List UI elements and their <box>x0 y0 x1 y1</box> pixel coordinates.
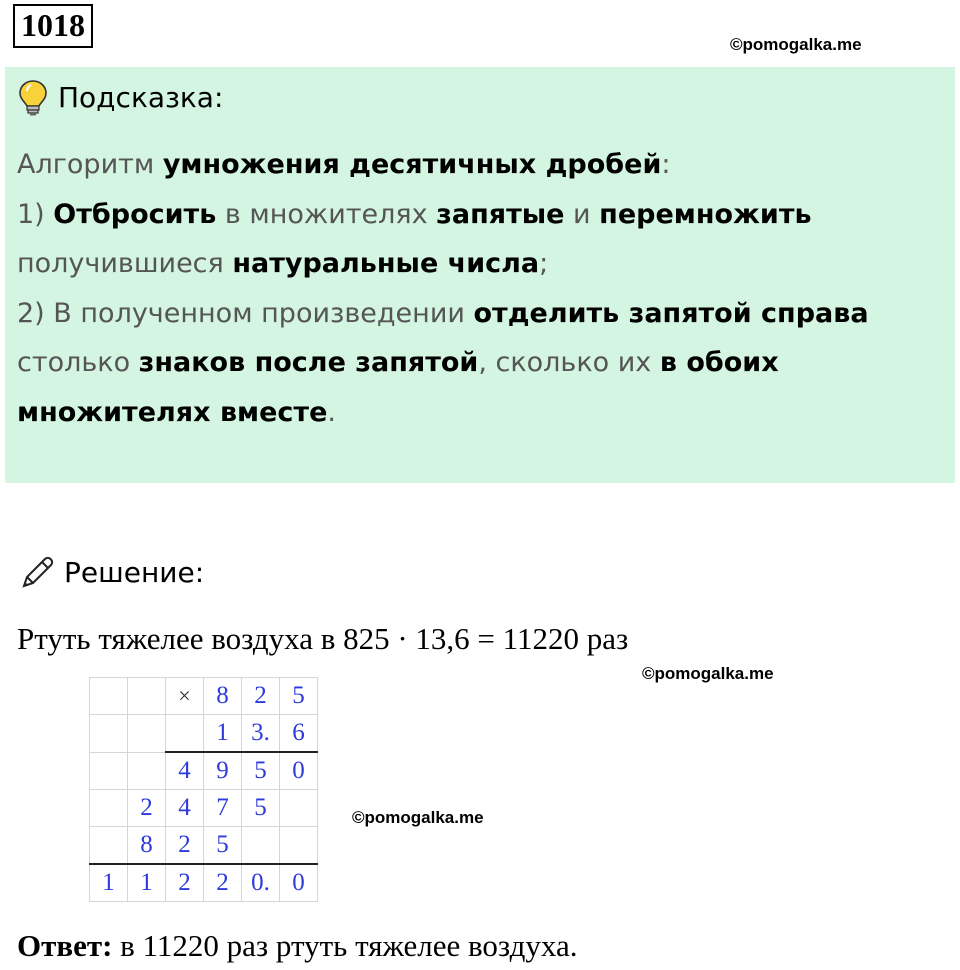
grid-cell <box>242 827 280 865</box>
grid-cell: 0 <box>280 752 318 790</box>
watermark-bottom: ©pomogalka.me <box>352 808 484 827</box>
grid-cell: 9 <box>204 752 242 790</box>
grid-row <box>90 864 318 902</box>
hint-text: 2) В полученном произведении <box>17 297 474 329</box>
answer-line <box>17 925 577 967</box>
hint-heading <box>18 78 223 118</box>
grid-cell <box>128 752 166 790</box>
solution-statement: Ртуть тяжелее воздуха в 825 · 13,6 = 11220 раз <box>17 621 629 656</box>
grid-cell: 1 <box>204 715 242 753</box>
grid-cell <box>90 790 128 827</box>
hint-line <box>17 140 937 190</box>
grid-cell: 8 <box>204 678 242 715</box>
grid-cell: 2 <box>166 864 204 902</box>
hint-text: : <box>661 149 671 180</box>
multiplication-grid <box>89 677 318 902</box>
grid-cell: 5 <box>280 678 318 715</box>
grid-cell: 1 <box>90 864 128 902</box>
hint-text: Алгоритм <box>17 149 163 180</box>
grid-cell: 2 <box>242 678 280 715</box>
grid-cell: 2 <box>166 827 204 865</box>
grid-cell: 3. <box>242 715 280 753</box>
hint-emphasis: множителях вместе <box>17 396 328 428</box>
watermark-top: ©pomogalka.me <box>730 35 862 54</box>
grid-row <box>90 790 318 827</box>
grid-cell: 5 <box>204 827 242 865</box>
hint-emphasis: в обоих <box>659 347 779 379</box>
task-number: 1018 <box>13 4 93 48</box>
solution-heading <box>18 553 204 593</box>
hint-emphasis: знаков после запятой <box>138 347 479 379</box>
hint-emphasis: перемножить <box>599 198 812 230</box>
grid-cell <box>128 678 166 715</box>
hint-text: столько <box>17 347 139 379</box>
hint-emphasis: запятые <box>436 198 565 230</box>
grid-cell: 8 <box>128 827 166 865</box>
grid-cell: 5 <box>242 752 280 790</box>
hint-text: 1) <box>17 198 54 230</box>
grid-cell <box>280 827 318 865</box>
grid-cell: 1 <box>128 864 166 902</box>
grid-cell <box>166 715 204 753</box>
grid-cell: 2 <box>204 864 242 902</box>
grid-row <box>90 715 318 753</box>
answer-text: в 11220 раз ртуть тяжелее воздуха. <box>112 928 578 963</box>
grid-cell <box>280 790 318 827</box>
hint-text: в множителях <box>216 198 437 230</box>
hint-emphasis: натуральные числа <box>232 248 540 280</box>
hint-line <box>17 388 937 438</box>
grid-cell <box>90 752 128 790</box>
hint-title: Подсказка: <box>58 81 224 114</box>
hint-text: . <box>327 396 336 428</box>
hint-text: , сколько их <box>478 347 660 379</box>
solution-title: Решение: <box>64 556 205 589</box>
lightbulb-icon <box>18 79 48 117</box>
hint-line <box>17 190 937 240</box>
hint-line <box>17 239 937 289</box>
hint-line <box>17 289 937 339</box>
hint-text: и <box>564 198 600 230</box>
pencil-icon <box>18 554 56 592</box>
grid-cell: 0. <box>242 864 280 902</box>
grid-cell: × <box>166 678 204 715</box>
grid-cell <box>90 827 128 865</box>
hint-line <box>17 338 937 388</box>
watermark-middle: ©pomogalka.me <box>642 664 774 683</box>
hint-body <box>17 140 937 438</box>
grid-cell: 4 <box>166 790 204 827</box>
grid-cell: 0 <box>280 864 318 902</box>
grid-cell: 5 <box>242 790 280 827</box>
grid-row <box>90 827 318 865</box>
hint-emphasis: Отбросить <box>53 198 217 230</box>
grid-cell: 2 <box>128 790 166 827</box>
hint-text: ; <box>539 248 549 280</box>
grid-row <box>90 752 318 790</box>
grid-cell <box>90 678 128 715</box>
answer-label: Ответ: <box>17 928 113 963</box>
grid-cell: 6 <box>280 715 318 753</box>
hint-text: получившиеся <box>17 248 233 280</box>
grid-cell <box>90 715 128 753</box>
grid-cell: 4 <box>166 752 204 790</box>
grid-row <box>90 678 318 715</box>
hint-emphasis: умножения десятичных дробей <box>162 149 662 180</box>
grid-cell <box>128 715 166 753</box>
grid-cell: 7 <box>204 790 242 827</box>
hint-emphasis: отделить запятой справа <box>473 297 869 329</box>
